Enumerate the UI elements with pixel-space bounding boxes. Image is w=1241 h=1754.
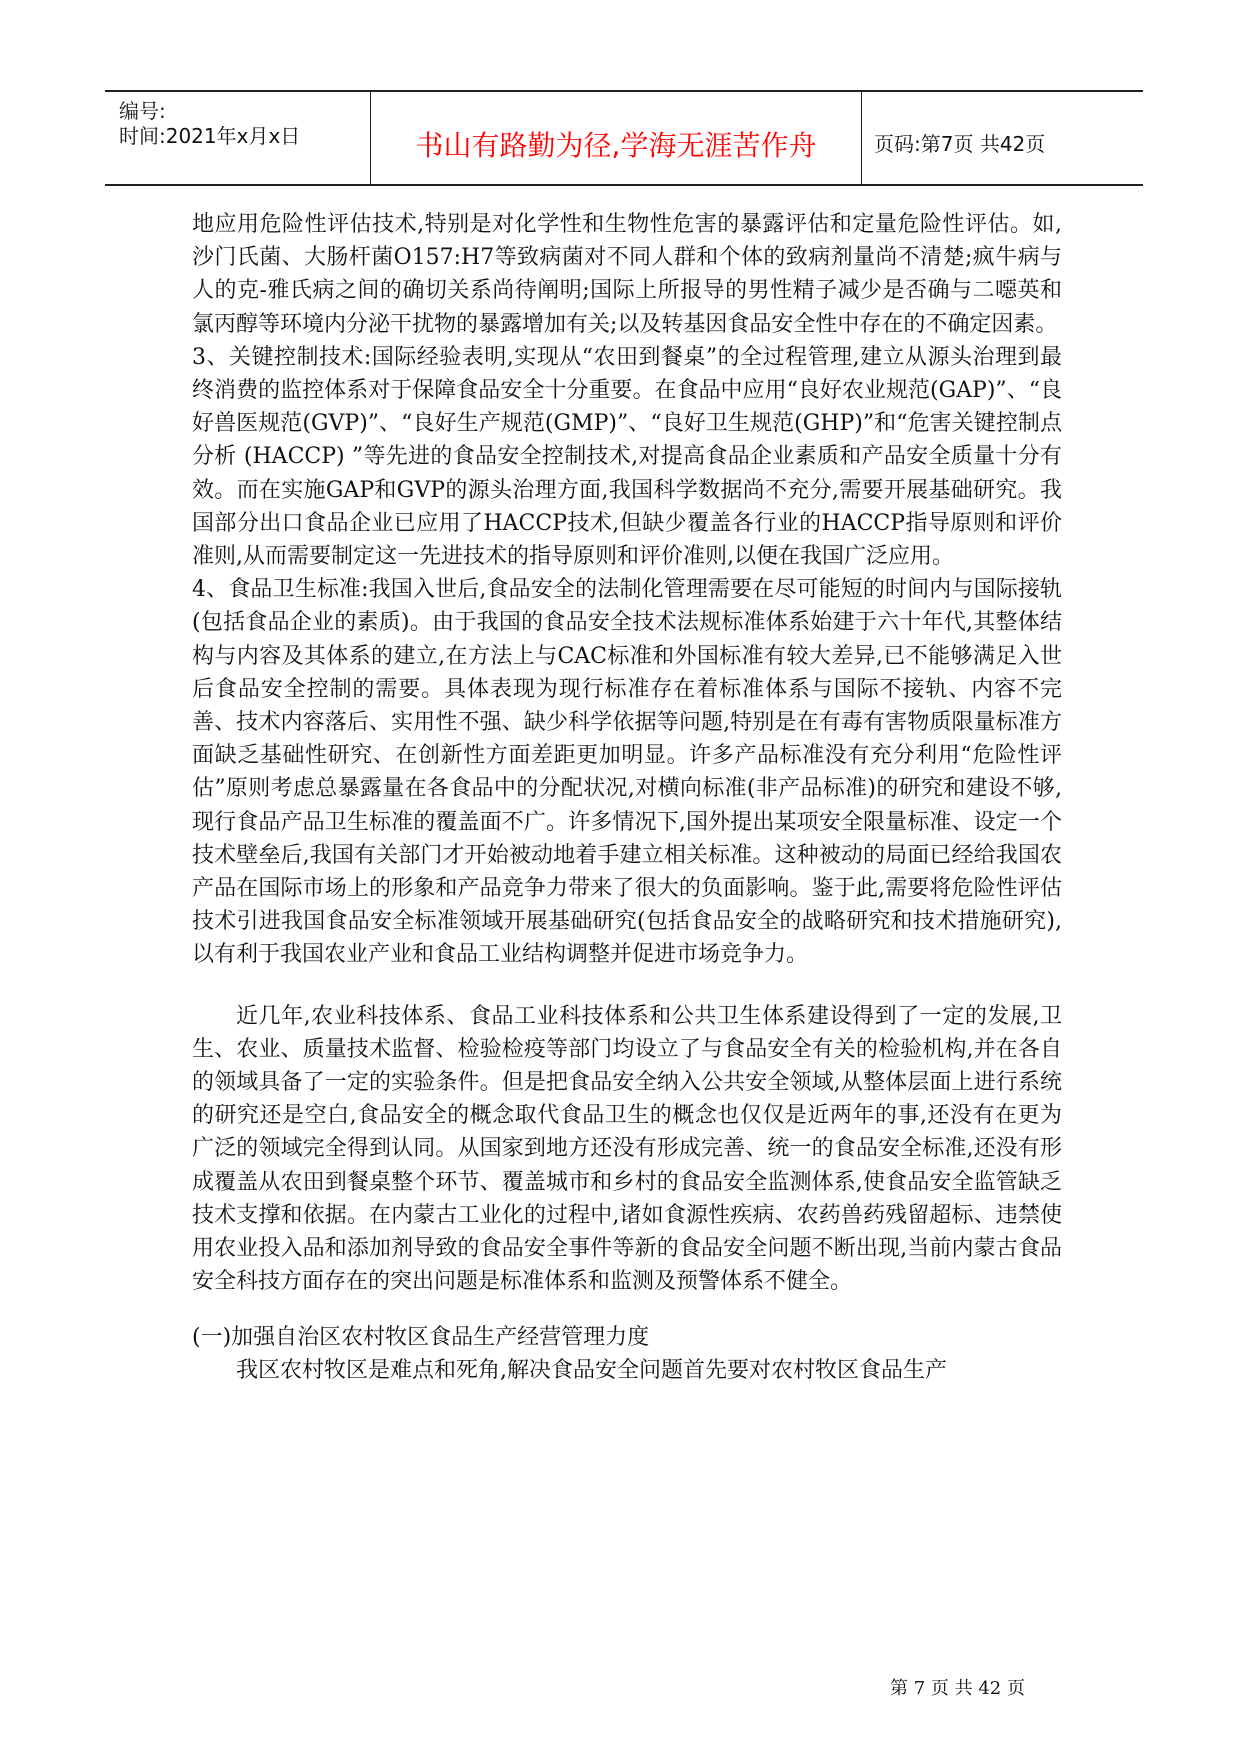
section-heading-rural: (一)加强自治区农村牧区食品生产经营管理力度 (192, 1324, 650, 1350)
paragraph-recent-years: 近几年,农业科技体系、食品工业科技体系和公共卫生体系建设得到了一定的发展,卫生、农业、质量技术监督、检验检疫等部门均设立了与食品安全有关的检验机构,并在各自的领域具备了一定的实验条件。但是把食品安全纳入公共安全领域,从整体层面上进行系统的研究还是空白,食品安全的概念取代食品卫生的概念也仅仅是近两年的事,还没有在更为广泛的领域完全得到认同。从国家到地方还没有形成完善、统一的食品安全标准,还没有形成覆盖从农田到餐桌整个环节、覆盖城市和乡村的食品安全监测体系,使食品安全监管缺乏技术支撑和依据。在内蒙古工业化的过程中,诸如食源性疾病、农药兽药残留超标、违禁使用农业投入品和添加剂导致的食品安全事件等新的食品安全问题不断出现,当前内蒙古食品安全科技方面存在的突出问题是标准体系和监测及预警体系不健全。 (192, 1003, 1062, 1295)
document-number-label: 编号: (119, 99, 166, 123)
page-footer-number: 第 7 页 共 42 页 (890, 1678, 1025, 1699)
paragraph-risk-assessment: 地应用危险性评估技术,特别是对化学性和生物性危害的暴露评估和定量危险性评估。如,沙门氏菌、大肠杆菌O157:H7等致病菌对不同人群和个体的致病剂量尚不清楚;疯牛病与人的克-雅氏病之间的确切关系尚待阐明;国际上所报导的男性精子减少是否确与二噁英和氯丙醇等环境内分泌干扰物的暴露增加有关;以及转基因食品安全性中存在的不确定因素。 (192, 212, 1062, 337)
paragraph-key-control-tech: 3、关键控制技术:国际经验表明,实现从“农田到餐桌”的全过程管理,建立从源头治理到最终消费的监控体系对于保障食品安全十分重要。在食品中应用“良好农业规范(GAP)”、“良好兽医规范(GVP)”、“良好生产规范(GMP)”、“良好卫生规范(GHP)”和“危害关键控制点分析 (HACCP) ”等先进的食品安全控制技术,对提高食品企业素质和产品安全质量十分有效。而在实施GAP和GVP的源头治理方面,我国科学数据尚不充分,需要开展基础研究。我国部分出口食品企业已应用了HACCP技术,但缺少覆盖各行业的HACCP指导原则和评价准则,从而需要制定这一先进技术的指导原则和评价准则,以便在我国广泛应用。 (192, 344, 1062, 570)
header-middle-cell (370, 92, 862, 184)
document-body (192, 208, 1062, 1387)
header-right-cell (862, 92, 1143, 184)
header-motto: 书山有路勤为径,学海无涯苦作舟 (415, 129, 817, 162)
paragraph-rural-areas: 我区农村牧区是难点和死角,解决食品安全问题首先要对农村牧区食品生产 (236, 1357, 947, 1383)
document-time-label: 时间:2021年x月x日 (119, 124, 301, 148)
paragraph-food-hygiene-standards: 4、食品卫生标准:我国入世后,食品安全的法制化管理需要在尽可能短的时间内与国际接轨(包括食品企业的素质)。由于我国的食品安全技术法规标准体系始建于六十年代,其整体结构与内容及其体系的建立,在方法上与CAC标准和外国标准有较大差异,已不能够满足入世后食品安全控制的需要。具体表现为现行标准存在着标准体系与国际不接轨、内容不完善、技术内容落后、实用性不强、缺少科学依据等问题,特别是在有毒有害物质限量标准方面缺乏基础性研究、在创新性方面差距更加明显。许多产品标准没有充分利用“危险性评估”原则考虑总暴露量在各食品中的分配状况,对横向标准(非产品标准)的研究和建设不够,现行食品产品卫生标准的覆盖面不广。许多情况下,国外提出某项安全限量标准、设定一个技术壁垒后,我国有关部门才开始被动地着手建立相关标准。这种被动的局面已经给我国农产品在国际市场上的形象和产品竞争力带来了很大的负面影响。鉴于此,需要将危险性评估技术引进我国食品安全标准领域开展基础研究(包括食品安全的战略研究和技术措施研究),以有利于我国农业产业和食品工业结构调整并促进市场竞争力。 (192, 577, 1062, 968)
header-page-label: 页码:第7页 共42页 (874, 132, 1046, 156)
page-header (105, 90, 1143, 186)
header-left-cell (105, 92, 370, 184)
